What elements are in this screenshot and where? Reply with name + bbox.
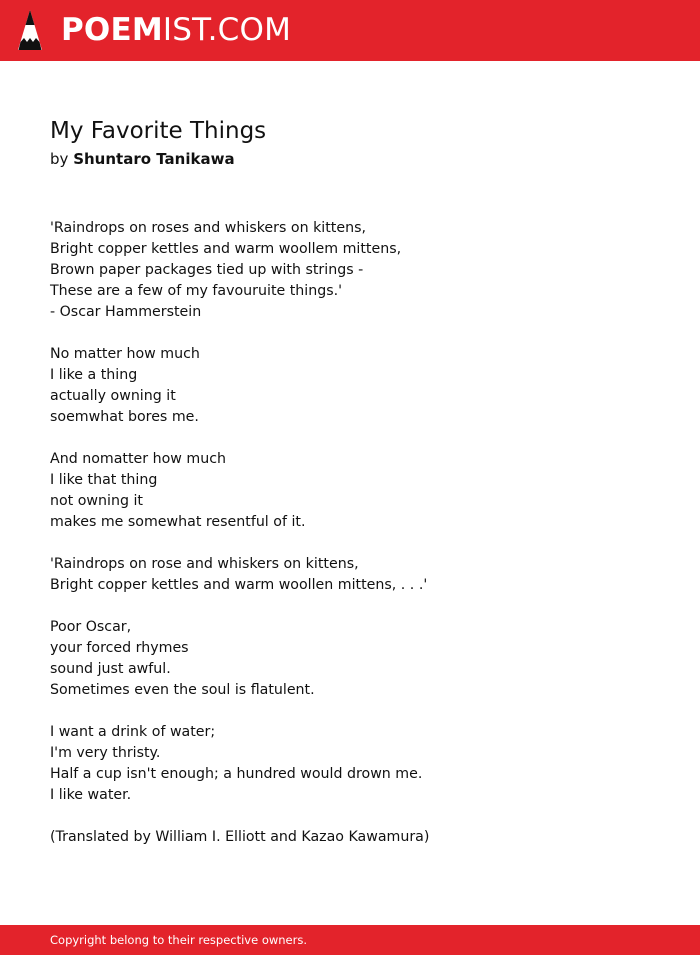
poem-stanza — [50, 722, 429, 806]
poem-line: I like water. — [50, 787, 132, 803]
poem-line: makes me somewhat resentful of it. — [50, 514, 306, 530]
poem-line: not owning it — [50, 493, 143, 509]
poem-line: sound just awful. — [50, 661, 171, 677]
poem-byline — [50, 148, 235, 170]
poem-line: These are a few of my favouruite things.' — [50, 283, 343, 299]
poem-line: Poor Oscar, — [50, 619, 132, 635]
poem-line: (Translated by William I. Elliott and Kazao Kawamura) — [50, 829, 430, 845]
poem-stanza — [50, 344, 429, 428]
poem-line: I like that thing — [50, 472, 158, 488]
poem-line: I'm very thristy. — [50, 745, 161, 761]
poem-stanza — [50, 218, 429, 323]
poem-line: Half a cup isn't enough; a hundred would drown me. — [50, 766, 423, 782]
poem-stanza — [50, 827, 429, 848]
poem-line: No matter how much — [50, 346, 200, 362]
poem-line: soemwhat bores me. — [50, 409, 199, 425]
poem-line: Bright copper kettles and warm woollem mittens, — [50, 241, 402, 257]
poem-line: 'Raindrops on rose and whiskers on kittens, — [50, 556, 359, 572]
poem-stanza — [50, 449, 429, 533]
poem-line: actually owning it — [50, 388, 176, 404]
by-label: by — [50, 150, 69, 168]
poem-line: I like a thing — [50, 367, 138, 383]
site-footer — [0, 925, 700, 955]
poem-line: I want a drink of water; — [50, 724, 216, 740]
site-header — [0, 0, 700, 61]
poem-line: your forced rhymes — [50, 640, 189, 656]
poem-line: Sometimes even the soul is flatulent. — [50, 682, 315, 698]
poem-stanza — [50, 617, 429, 701]
site-logo-link[interactable] — [61, 11, 291, 49]
poem-line: Bright copper kettles and warm woollen mittens, . . .' — [50, 577, 428, 593]
poem-author: Shuntaro Tanikawa — [73, 150, 235, 168]
logo-text-light: IST.COM — [162, 12, 292, 48]
poem-title: My Favorite Things — [50, 118, 267, 144]
pencil-logo-icon[interactable] — [17, 9, 43, 51]
poem-line: Brown paper packages tied up with strings - — [50, 262, 364, 278]
poem-line: 'Raindrops on roses and whiskers on kittens, — [50, 220, 366, 236]
poem-line: - Oscar Hammerstein — [50, 304, 202, 320]
poem-stanza — [50, 554, 429, 596]
logo-text-bold: POEM — [61, 12, 163, 48]
copyright-text: Copyright belong to their respective owners. — [50, 933, 308, 947]
poem-body — [50, 218, 429, 848]
poem-line: And nomatter how much — [50, 451, 226, 467]
